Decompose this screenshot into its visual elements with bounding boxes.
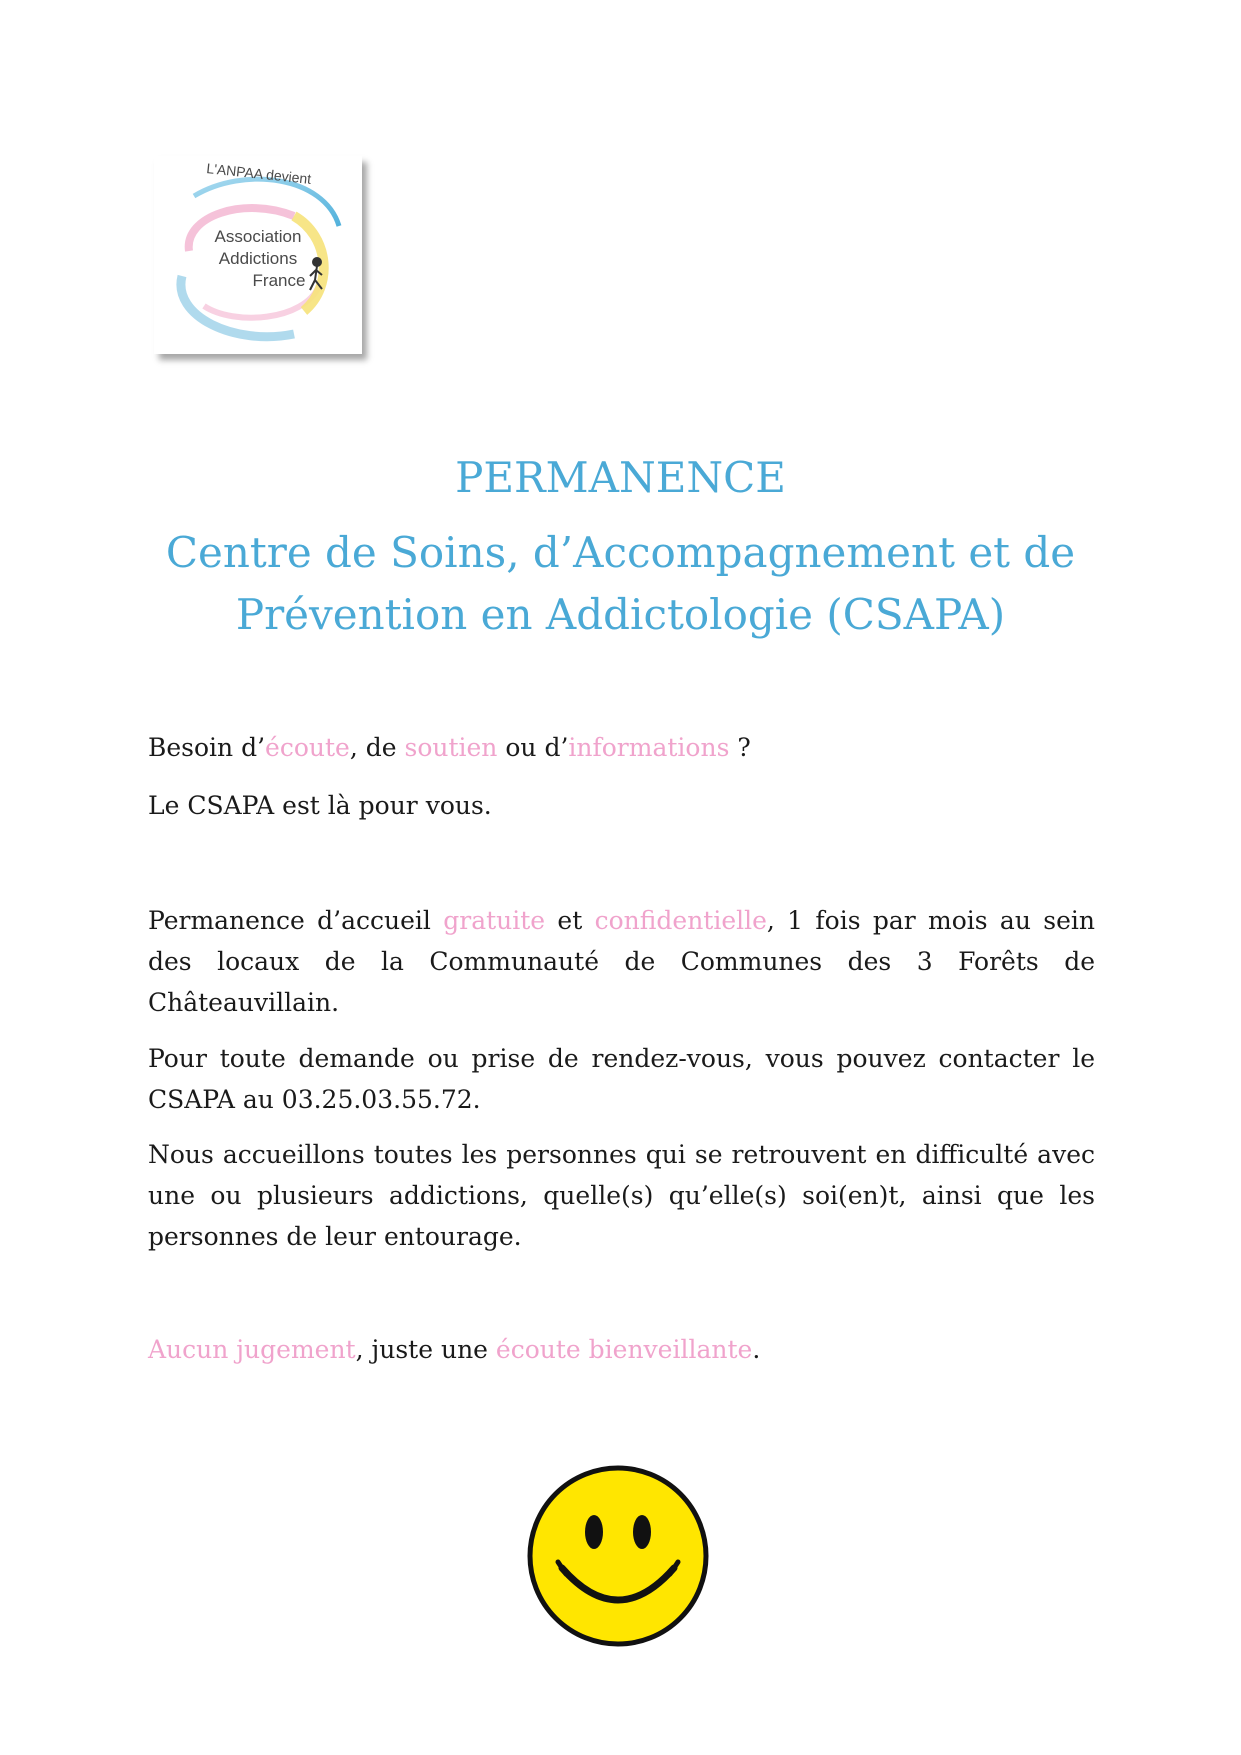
logo-swirl-pink-bottom xyxy=(204,286,319,318)
smiley-right-eye xyxy=(633,1515,651,1549)
smiley-face xyxy=(530,1468,706,1644)
intro-question xyxy=(148,727,1095,768)
subtitle-line-1: Centre de Soins, d’Accompagnement et de xyxy=(165,528,1076,577)
text-span: , 1 fois par mois au sein des locaux de la Communauté de Communes des 3 Forêts de Châteauvillain. xyxy=(148,906,1095,1017)
title-block xyxy=(0,448,1241,646)
smiley-left-eye xyxy=(585,1515,603,1549)
highlight-gratuite: gratuite xyxy=(443,906,546,935)
highlight-ecoute: écoute xyxy=(265,733,350,762)
text-span: , juste une xyxy=(355,1335,496,1364)
smiley-face-icon xyxy=(526,1464,710,1648)
text-span: . xyxy=(752,1335,761,1364)
highlight-aucun-jugement: Aucun jugement xyxy=(148,1335,356,1364)
text-span: , de xyxy=(349,733,405,762)
text-span: et xyxy=(545,906,595,935)
text-span: Besoin d’ xyxy=(148,733,266,762)
logo-text-line2: Association xyxy=(214,227,302,246)
intro-answer: Le CSAPA est là pour vous. xyxy=(148,791,492,820)
highlight-ecoute-bienveillante: écoute bienveillante xyxy=(495,1335,753,1364)
logo-text-line4: France xyxy=(252,271,306,290)
audience-paragraph: Nous accueillons toutes les personnes qui se retrouvent en difficulté avec une ou plusieurs addictions, quelle(s) qu’elle(s) soi(en)t, ainsi que les personnes de leur entourage. xyxy=(148,1140,1095,1251)
logo-text-line1: L'ANPAA devient xyxy=(205,160,312,187)
highlight-informations: informations xyxy=(568,733,730,762)
association-logo xyxy=(154,156,362,354)
permanence-paragraph xyxy=(148,900,1095,1023)
text-span: ? xyxy=(729,733,751,762)
highlight-confidentielle: confidentielle xyxy=(594,906,767,935)
closing-line xyxy=(148,1329,1095,1370)
page-title: PERMANENCE xyxy=(455,453,786,502)
highlight-soutien: soutien xyxy=(404,733,498,762)
subtitle-line-2: Prévention en Addictologie (CSAPA) xyxy=(235,590,1006,639)
logo-graphic xyxy=(154,156,362,354)
text-span: Permanence d’accueil xyxy=(148,906,444,935)
contact-paragraph: Pour toute demande ou prise de rendez-vous, vous pouvez contacter le CSAPA au 03.25.03.55.72. xyxy=(148,1044,1095,1114)
logo-text-line3: Addictions xyxy=(218,249,298,268)
text-span: ou d’ xyxy=(497,733,569,762)
